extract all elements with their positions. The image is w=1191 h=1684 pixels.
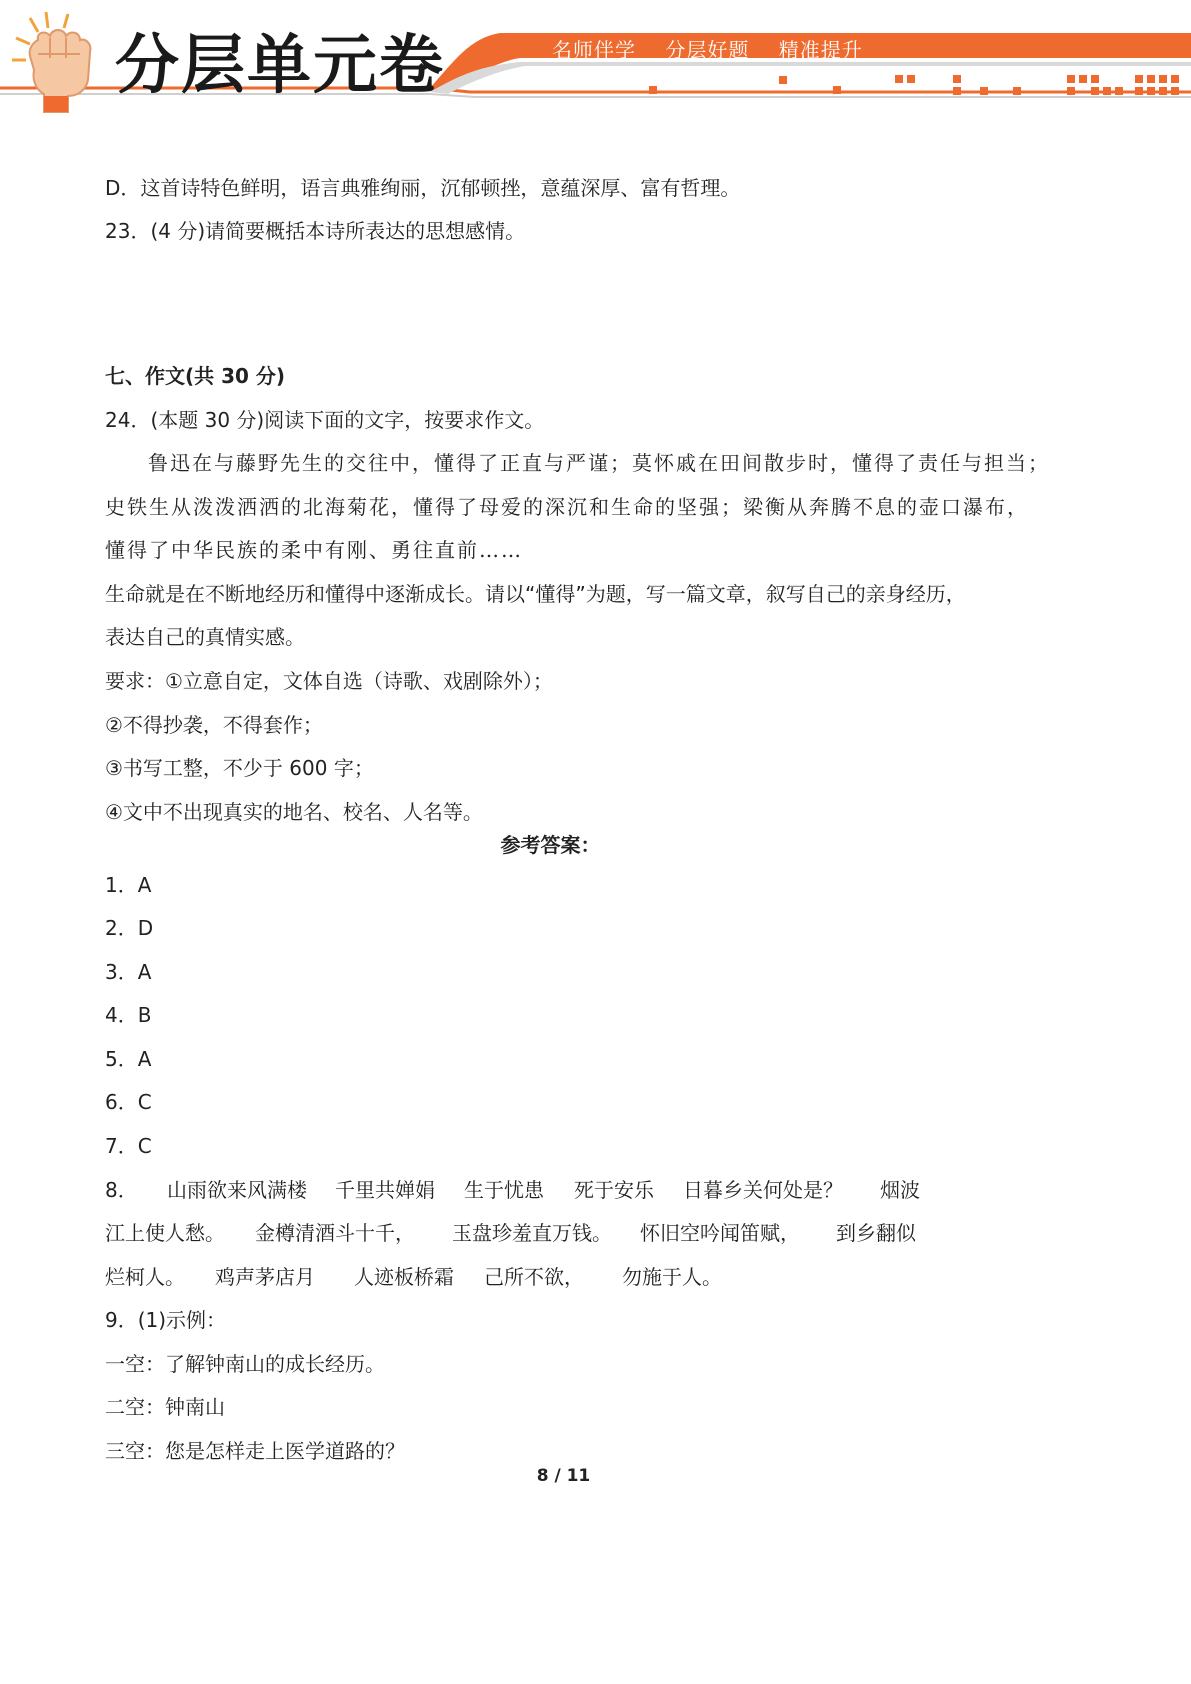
q9-line-2: 一空：了解钟南山的成长经历。 [105,1352,385,1376]
q8-blank: 勿施于人。 [622,1265,722,1289]
page-number: 8 / 11 [536,1466,591,1486]
answer-5: 5．A [105,1047,152,1071]
q8-blank: 人迹板桥霜 [354,1265,454,1289]
header-slogans [552,34,885,63]
requirement-2: ②不得抄袭，不得套作； [105,713,323,737]
passage-line-2: 史铁生从泼泼洒洒的北海菊花，懂得了母爱的深沉和生命的坚强；梁衡从奔腾不息的壶口瀑布， [105,495,1029,519]
q9-line-3: 二空：钟南山 [105,1395,225,1419]
requirement-4: ④文中不出现真实的地名、校名、人名等。 [105,800,483,824]
q8-blank: 己所不欲， [484,1265,584,1289]
q8-blank: 金樽清酒斗十千， [255,1221,415,1245]
passage-line-1: 鲁迅在与藤野先生的交往中，懂得了正直与严谨；莫怀戚在田间散步时，懂得了责任与担当； [148,451,1050,475]
slogan-2: 分层好题 [665,38,750,62]
page-header [0,0,1191,120]
q8-blank: 鸡声茅店月 [215,1265,315,1289]
answer-2: 2．D [105,916,154,940]
section7-title: 七、作文(共 30 分) [105,364,286,388]
q8-label: 8． [105,1178,138,1202]
passage-line-3: 懂得了中华民族的柔中有刚、勇往直前…… [105,538,523,562]
answer-1: 1．A [105,873,152,897]
slogan-1: 名师伴学 [552,38,636,62]
answer-3: 3．A [105,960,152,984]
q9-line-4: 三空：您是怎样走上医学道路的？ [105,1439,405,1463]
brand-title: 分层单元卷 [115,29,445,103]
q8-blank: 生于忧患 [464,1178,544,1202]
answer-4: 4．B [105,1003,152,1027]
q8-blank: 到乡翻似 [836,1221,916,1245]
requirement-1: 要求：①立意自定，文体自选（诗歌、戏剧除外）； [105,669,553,693]
q8-blank: 玉盘珍羞直万钱。 [452,1221,612,1245]
q8-blank: 烟波 [880,1178,920,1202]
q24-text: 24．(本题 30 分)阅读下面的文字，按要求作文。 [105,408,545,432]
answer-7: 7．C [105,1134,152,1158]
q8-blank: 烂柯人。 [105,1265,185,1289]
answer-title: 参考答案： [500,833,601,857]
q8-blank: 山雨欲来风满楼 [167,1178,307,1202]
q8-blank: 死于安乐 [574,1178,654,1202]
q8-blank: 日暮乡关何处是？ [683,1178,843,1202]
fist-icon [8,10,118,115]
q9-line-1: 9．(1)示例： [105,1308,227,1332]
q8-blank: 江上使人愁。 [105,1221,225,1245]
q8-blank: 千里共婵娟 [335,1178,435,1202]
requirement-3: ③书写工整，不少于 600 字； [105,756,374,780]
slogan-3: 精准提升 [778,38,863,62]
prompt-line-2: 表达自己的真情实感。 [105,625,305,649]
q23-text: 23．(4 分)请简要概括本诗所表达的思想感情。 [105,219,526,243]
prompt-line-1: 生命就是在不断地经历和懂得中逐渐成长。请以“懂得”为题，写一篇文章，叙写自己的亲身经历， [105,582,966,606]
q22-option-d: D．这首诗特色鲜明，语言典雅绚丽，沉郁顿挫，意蕴深厚、富有哲理。 [105,176,741,200]
q8-blank: 怀旧空吟闻笛赋， [640,1221,800,1245]
answer-6: 6．C [105,1090,152,1114]
